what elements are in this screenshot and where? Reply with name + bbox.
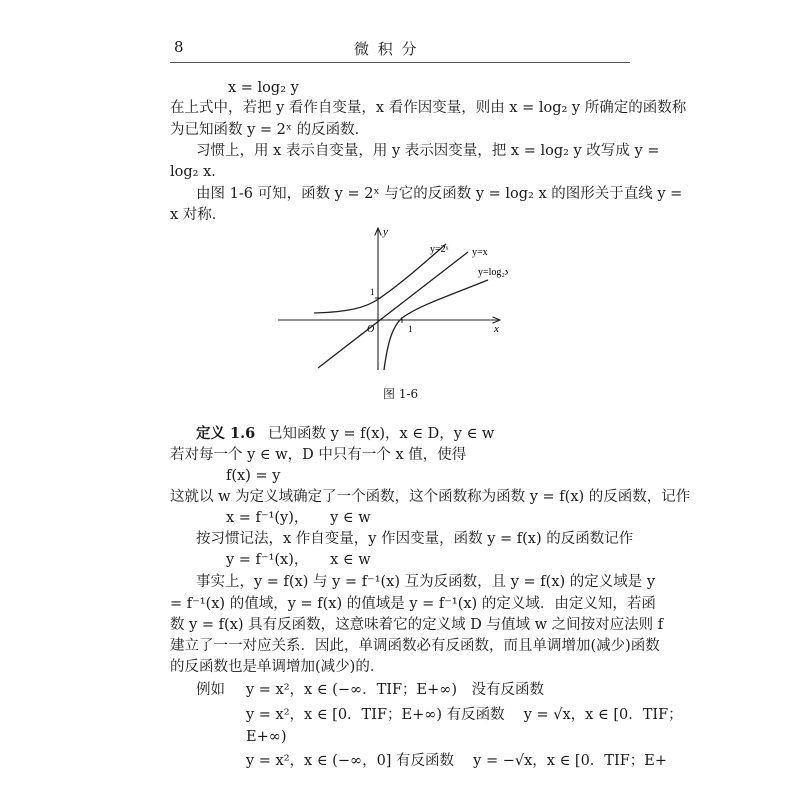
text-line: x 对称． <box>170 207 227 223</box>
example-line: y = x²，x ∈ (−∞．TIF；E+∞) 没有反函数 <box>246 682 544 698</box>
definition-label: 定义 1.6 <box>196 425 256 442</box>
definition-text: 若对每一个 y ∈ w，D 中只有一个 x 值，使得 <box>170 447 467 463</box>
figure-caption: 图 1-6 <box>383 387 419 401</box>
example-line: y = x²，x ∈ [0．TIF；E+∞) 有反函数 y = √x，x ∈ [0．TIF； <box>246 707 683 723</box>
text-line: 习惯上，用 x 表示自变量，用 y 表示因变量，把 x = log₂ y 改写成 y = <box>196 143 660 159</box>
one-x-label: 1 <box>408 324 413 334</box>
page-number: 8 <box>174 38 184 56</box>
definition-text: 这就以 w 为定义域确定了一个函数，这个函数称为函数 y = f(x) 的反函数，记作 <box>170 489 691 505</box>
header-rule <box>170 62 630 63</box>
text-line: 事实上，y = f(x) 与 y = f⁻¹(x) 互为反函数，且 y = f(x) 的定义域是 y <box>196 574 656 590</box>
formula-inverse-x: y = f⁻¹(x)， x ∈ w <box>226 552 371 568</box>
definition-text: 按习惯记法，x 作自变量，y 作因变量，函数 y = f(x) 的反函数记作 <box>196 531 634 547</box>
text-line: 数 y = f(x) 具有反函数，这意味着它的定义域 D 与值域 w 之间按对应法则 f <box>170 617 664 633</box>
figure-svg <box>278 222 508 372</box>
y-axis-label: y <box>383 226 388 238</box>
text-line: 由图 1-6 可知，函数 y = 2ˣ 与它的反函数 y = log₂ x 的图形关于直线 y = <box>196 186 683 202</box>
text-line: = f⁻¹(x) 的值域，y = f(x) 的值域是 y = f⁻¹(x) 的定义域．由定义知，若函 <box>170 596 656 612</box>
one-y-label: 1 <box>370 287 375 297</box>
formula-fx-equals-y: f(x) = y <box>226 468 281 484</box>
curve-logarithmic <box>384 280 488 370</box>
formula-inverse-y: x = f⁻¹(y)， y ∈ w <box>226 510 371 526</box>
formula-x-log2y: x = log₂ y <box>228 80 299 96</box>
line-y-equals-x <box>318 252 468 368</box>
example-label: 例如 <box>196 682 225 698</box>
text-line: 在上式中，若把 y 看作自变量，x 看作因变量，则由 x = log₂ y 所确定的函数称 <box>170 100 687 116</box>
text-line: 建立了一一对应关系．因此，单调函数必有反函数，而且单调增加(减少)函数 <box>170 638 660 654</box>
label-line: y=x <box>472 247 488 258</box>
x-axis-label: x <box>494 323 499 335</box>
figure-1-6 <box>278 222 508 372</box>
text-line: 的反函数也是单调增加(减少)的． <box>170 659 385 675</box>
example-line: y = x²，x ∈ (−∞，0] 有反函数 y = −√x，x ∈ [0．TIF；E+ <box>246 753 667 769</box>
label-logarithmic: y=log₂x <box>478 267 508 278</box>
running-title: 微 积 分 <box>354 40 419 58</box>
text-line: log₂ x． <box>170 164 226 180</box>
example-line: E+∞) <box>246 729 287 745</box>
text-line: 为已知函数 y = 2ˣ 的反函数． <box>170 122 370 138</box>
label-exponential: y=2ˣ <box>430 244 449 255</box>
definition-text: 已知函数 y = f(x)，x ∈ D，y ∈ w <box>268 426 495 442</box>
curve-exponential <box>314 244 446 313</box>
origin-label: O <box>367 324 375 335</box>
